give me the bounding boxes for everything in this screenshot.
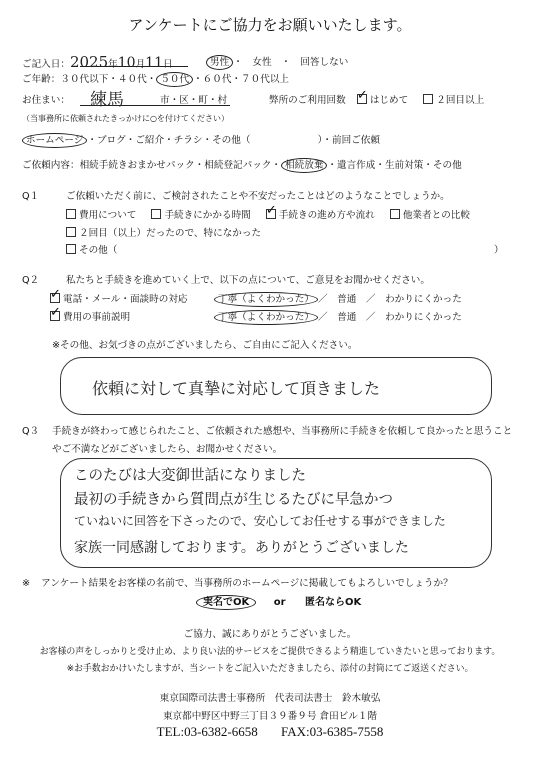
age-opts-a: ３０代以下・４０代・ (60, 74, 157, 85)
check-mark: ✓ (50, 287, 61, 302)
check-mark: ✓ (50, 305, 61, 320)
date-year: 2025 (69, 53, 109, 71)
q3-label: Q３ (22, 426, 40, 437)
publish-options (196, 593, 361, 608)
date-underline (80, 66, 188, 67)
request-label: ご依頼内容： (22, 160, 80, 171)
q2-row1-scale (214, 291, 462, 305)
address-units: 市・区・町・村 (160, 95, 228, 106)
date-row (22, 53, 173, 71)
gender-male: 男性 (206, 55, 233, 70)
q2-other-prompt: ※その他、お気づきの点がございましたら、ご自由にご記入ください。 (52, 340, 358, 351)
publish-question: アンケート結果をお客様の名前で、当事務所のホームページに掲載してもよろしいでしょうか？ (41, 578, 453, 589)
address-value: 練馬 (90, 90, 124, 110)
q3-question-l1: 手続きが終わって感じられたこと、ご依頼された感想や、当事務所に手続きを依頼して良かったと思うこと (52, 426, 513, 437)
q2-row1-good: 丁寧（よくわかった） (214, 292, 318, 307)
gender-row (206, 54, 348, 68)
q2-row2-ok: ／ 普通 ／ わかりにくかった (317, 312, 462, 323)
date-label: ご記入日： (22, 59, 70, 70)
q3-line2: 最初の手続きから質問点が生じるたびに早急かつ (74, 492, 393, 508)
usage-first: はじめて (369, 95, 409, 106)
age-opts-b: ・６０代・７０代以上 (193, 74, 290, 85)
q1-options-row2 (66, 225, 261, 239)
q2-row2-box (50, 305, 61, 321)
date-sep-year: 年 (108, 59, 118, 70)
footer-office: 東京国際司法書士事務所 代表司法書士 鈴木敏弘 (159, 693, 381, 704)
address-label: お住まい： (22, 95, 70, 106)
age-label: ご年齢： (22, 74, 61, 85)
q1-compare: 他業者との比較 (402, 210, 470, 221)
q1-options-row1 (66, 203, 470, 221)
publish-real-name: 実名でOK (196, 595, 256, 610)
q2-row2 (50, 305, 131, 323)
usage-first-box (356, 88, 370, 106)
request-selected: 相続放棄 (281, 158, 327, 173)
q1-second: ２回目（以上）だったので、特になかった (79, 228, 262, 239)
q1-flow-box (265, 203, 277, 219)
q1-flow: 手続きの進め方や流れ (278, 210, 375, 221)
q2-row2-scale (214, 309, 462, 323)
usage-twice-box (423, 95, 436, 106)
q2-row1 (50, 287, 188, 305)
publish-or: or (273, 597, 286, 608)
publish-mark: ※ (22, 578, 31, 589)
check-mark: ✓ (265, 203, 277, 218)
q1-second-box (66, 227, 76, 237)
q1-fee-box (66, 209, 76, 219)
q1-fee: 費用について (79, 210, 137, 221)
q1-question: ご依頼いただく前に、ご検討されたことや不安だったことはどのようなことでしょうか。 (66, 191, 450, 202)
closing-note: ※お手数おかけいたしますが、当シートをご記入いただきましたら、添付の封筒にてご返送ください。 (66, 664, 474, 674)
usage-label: 弊所のご利用回数 (269, 95, 346, 106)
usage-row (269, 88, 485, 106)
publish-row (22, 575, 453, 589)
footer-address: 東京都中野区中野三丁目３９番９号 倉田ビル１階 (162, 711, 378, 722)
trigger-note: （当事務所に依頼されたきっかけに○を付けてください） (22, 114, 229, 123)
q1-options-row3 (66, 242, 117, 256)
footer-contact (0, 724, 540, 740)
q2-comment: 依頼に対して真摯に対応して頂きました (92, 379, 381, 398)
date-month: 10 (117, 55, 136, 71)
q2-row1-ok: ／ 普通 ／ わかりにくかった (317, 294, 462, 305)
q3-line4: 家族一同感謝しております。ありがとうございました (74, 540, 409, 556)
date-day: 11 (145, 55, 163, 71)
q2-row2-label: 費用の事前説明 (63, 312, 131, 323)
q2-row1-box (50, 287, 61, 303)
q3-question-l2: やご不満などがございましたら、お聞かせください。 (52, 444, 283, 455)
q1-compare-box (390, 209, 400, 219)
age-selected: ５０代 (156, 72, 193, 87)
q1-other: その他（ (79, 245, 118, 256)
q2-question: 私たちと手続きを進めていく上で、以下の点について、ご意見をお聞かせください。 (66, 275, 430, 286)
q1-other-box (66, 244, 76, 254)
request-row (22, 157, 462, 171)
date-sep-day: 日 (163, 59, 173, 70)
closing-thanks: ご協力、誠にありがとうございました。 (183, 629, 357, 640)
footer-fax: FAX:03-6385-7558 (281, 724, 384, 739)
page-title: アンケートにご協力をお願いいたします。 (128, 16, 412, 34)
q1-other-close: ） (494, 245, 504, 256)
request-opts-b: ・遺言作成・生前対策・その他 (327, 160, 462, 171)
address-underline (80, 105, 230, 106)
trigger-rest: ・ブログ・ご紹介・チラシ・その他（ ）・前回ご依頼 (87, 135, 380, 146)
trigger-hp: ホームページ (22, 133, 87, 148)
q3-line3: ていねいに回答を下さったので、安心してお任せする事ができました (74, 514, 446, 528)
footer-tel: TEL:03-6382-6658 (156, 724, 258, 739)
usage-twice: ２回目以上 (436, 95, 485, 106)
request-opts-a: 相続手続きおまかせパック・相続登記パック・ (79, 160, 282, 171)
q2-row1-label: 電話・メール・面談時の対応 (63, 294, 188, 305)
q1-time: 手続きにかかる時間 (164, 210, 251, 221)
trigger-row (22, 132, 380, 146)
check-mark: ✓ (356, 88, 368, 103)
q3-line1: このたびは大変御世話になりました (74, 468, 306, 484)
publish-anon: 匿名ならOK (305, 597, 362, 608)
gender-rest: ・ 女性 ・ 回答しない (233, 57, 349, 68)
q1-time-box (151, 209, 161, 219)
q2-row2-good: 丁寧（よくわかった） (214, 310, 318, 325)
closing-message: お客様の声をしっかりと受け止め、より良い法的サービスをご提供できるよう精進していきたいと思っております。 (39, 647, 501, 657)
age-row (22, 71, 289, 85)
q1-label: Q１ (22, 191, 40, 202)
date-sep-month: 月 (135, 59, 146, 70)
q2-label: Q２ (22, 275, 40, 286)
